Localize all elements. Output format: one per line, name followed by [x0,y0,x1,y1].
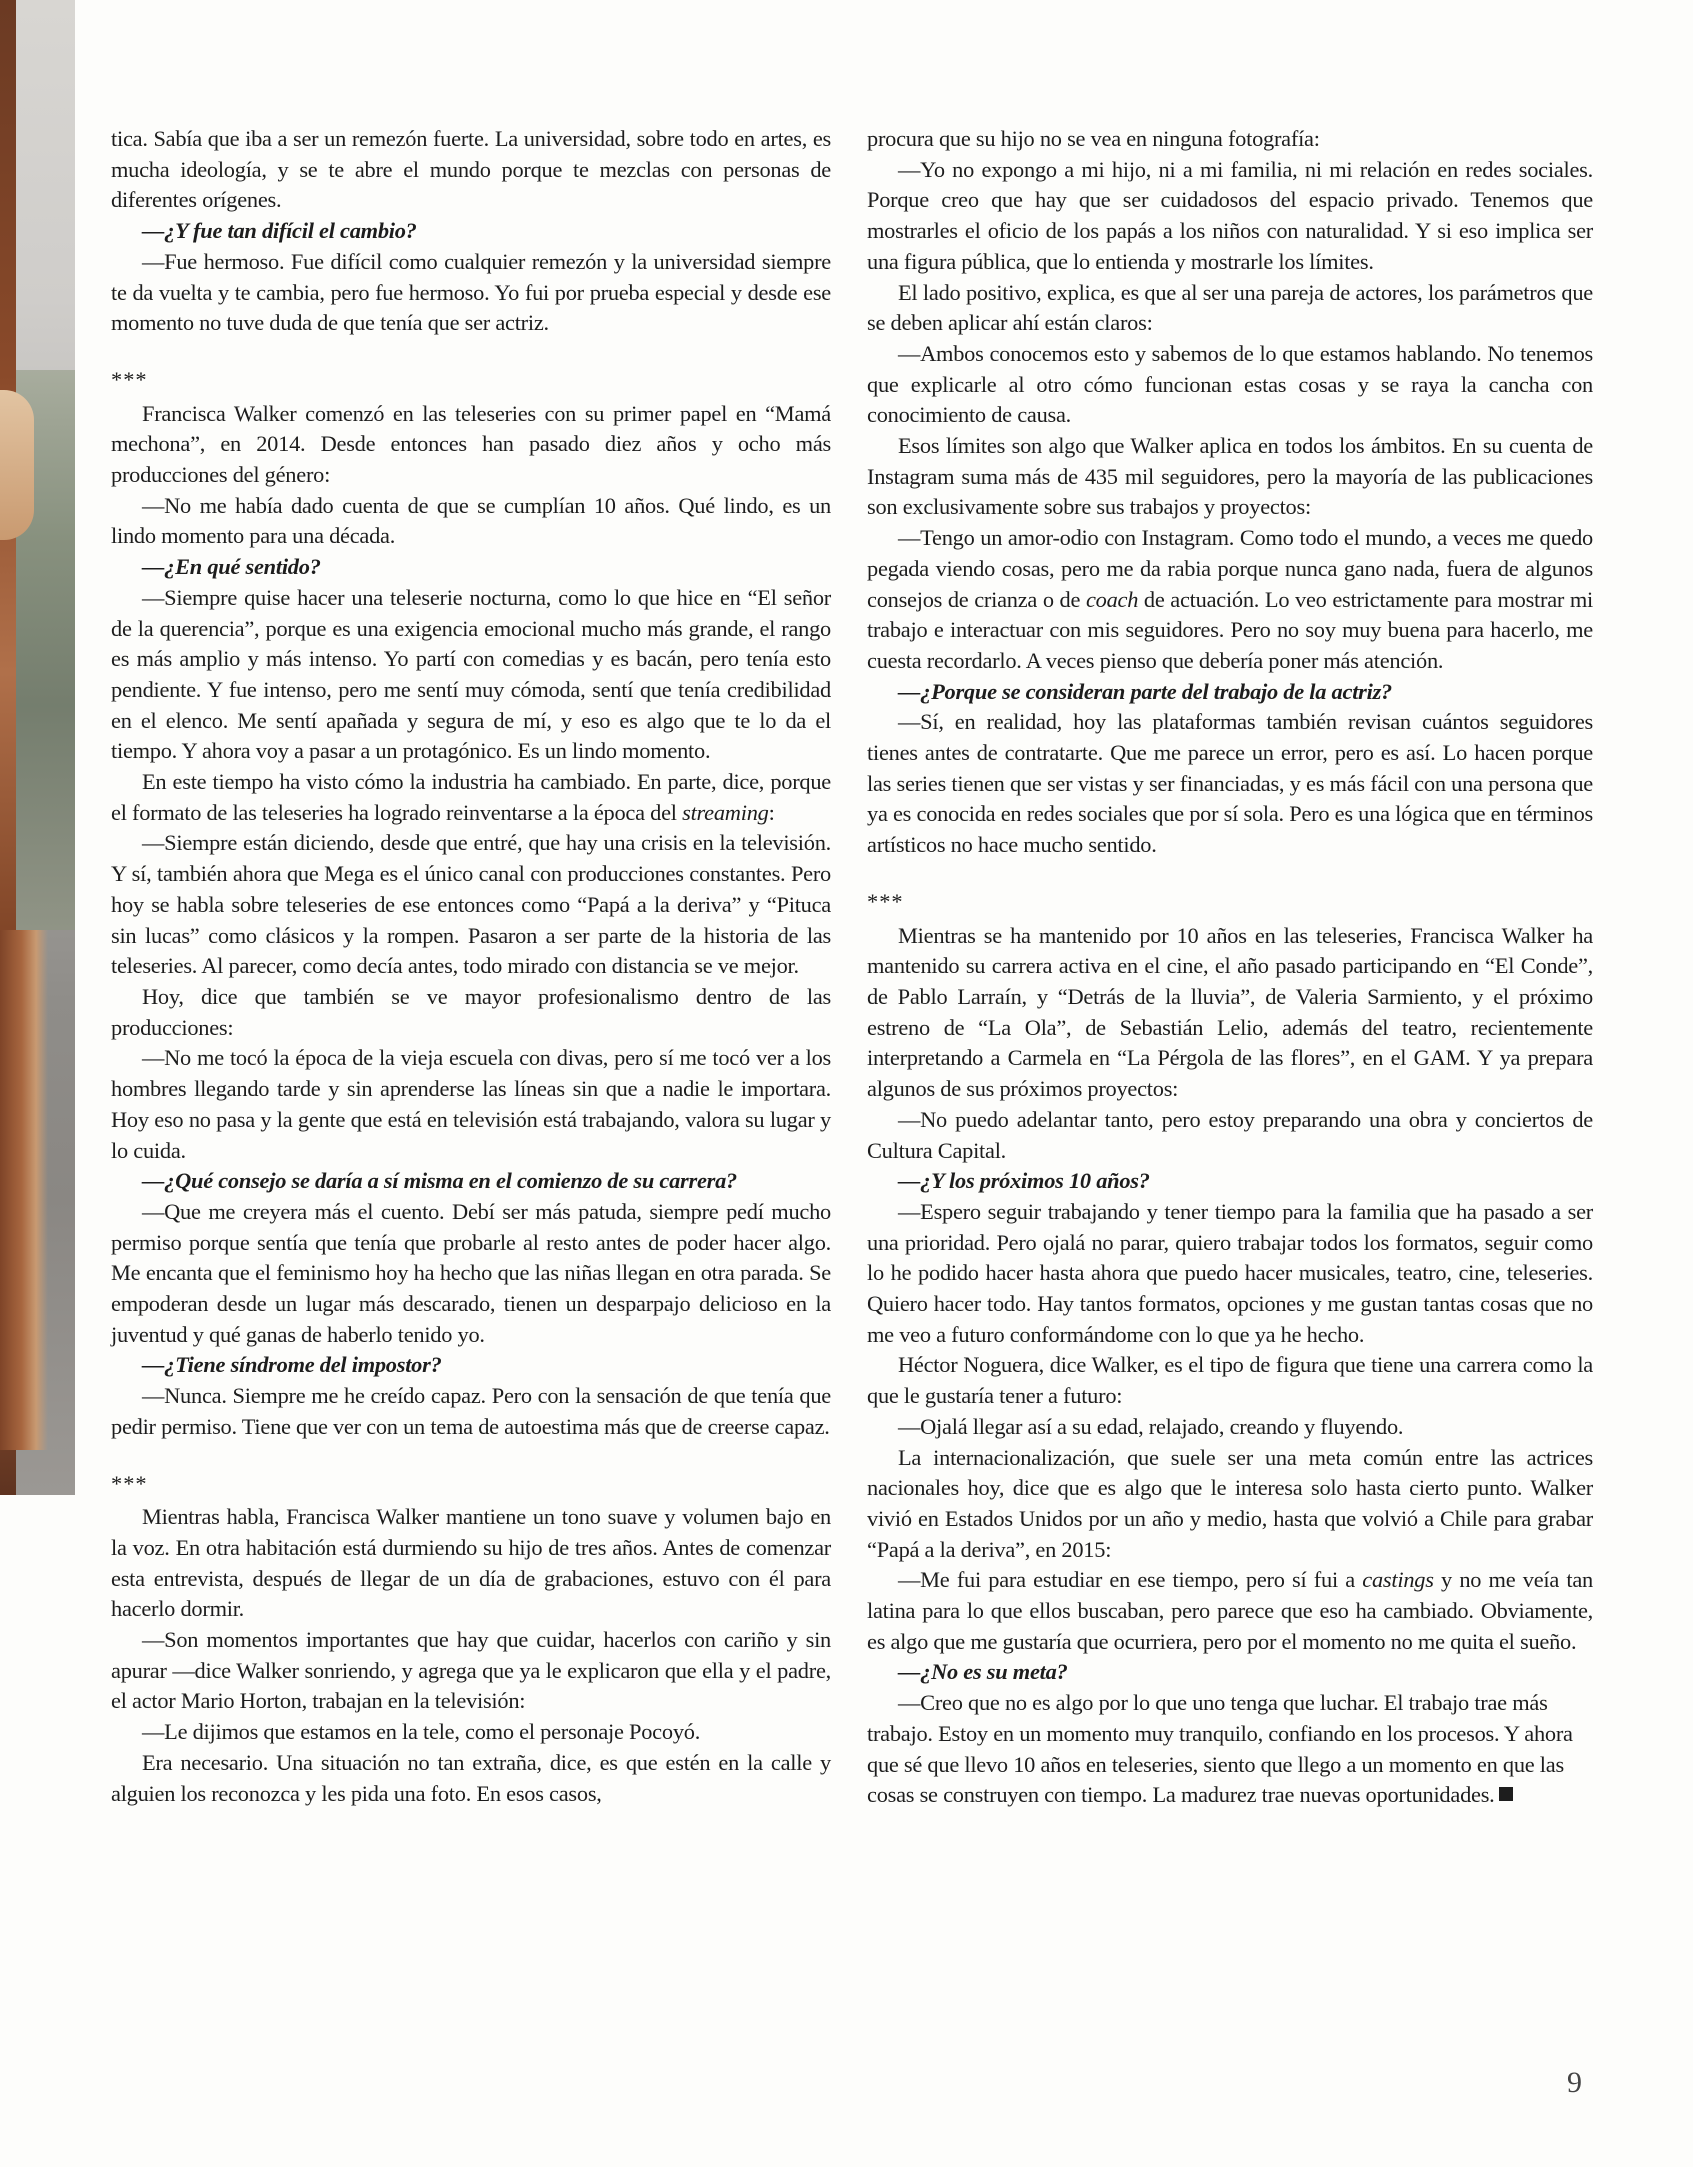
paragraph: El lado positivo, explica, es que al ser una pareja de actores, los parámetros que se deben aplicar ahí están claros: [867,279,1593,336]
paragraph: —Son momentos importantes que hay que cuidar, hacerlos con cariño y sin apurar —dice Walker sonriendo, y agrega que ya le explicaron que ella y el padre, el actor Mario Horton, trabajan en la televisión: [111,1627,831,1714]
text-span: y no me veía tan latina para lo que ellos buscaban, pero parece que eso ha cambiado. Obviamente, es algo que me gustaría que ocurriera, pero por el momento no me quita el sueño. [867,1567,1593,1654]
paragraph: procura que su hijo no se vea en ninguna fotografía: [867,126,1320,151]
paragraph: Esos límites son algo que Walker aplica en todos los ámbitos. En su cuenta de Instagram suma más de 435 mil seguidores, pero la mayoría de las publicaciones son exclusivamente sobre sus trabajos y proyectos: [867,433,1593,520]
paragraph: —Siempre están diciendo, desde que entré, que hay una crisis en la televisión. Y sí, también ahora que Mega es el único canal con producciones constantes. Pero hoy se habla sobre teleseries de ese entonces como “Papá a la deriva” y “Pituca sin lucas” como clásicos y la rompen. Pasaron a ser parte de la historia de las teleseries. Al parecer, como decía antes, todo mirado con distancia se ve mejor. [111,830,831,979]
paragraph: —No me tocó la época de la vieja escuela con divas, pero sí me tocó ver a los hombres llegando tarde y sin aprenderse las líneas sin que a nadie le importara. Hoy eso no pasa y la gente que está en televisión está trabajando, valora su lugar y lo cuida. [111,1045,831,1163]
paragraph: —Le dijimos que estamos en la tele, como el personaje Pocoyó. [142,1719,701,1745]
text-span: de actuación. Lo veo estrictamente para mostrar mi trabajo e interactuar con mis seguidores. Pero no soy muy buena para hacerlo, me cuesta recordarlo. A veces pienso que debería poner más atención. [867,586,1593,673]
interview-question: —¿Y fue tan difícil el cambio? [142,218,417,244]
section-break: *** [111,1470,148,1496]
paragraph: —Yo no expongo a mi hijo, ni a mi familia, ni mi relación en redes sociales. Porque creo que hay que ser cuidadosos del espacio privado. Tenemos que mostrarles el oficio de los papás a los niños con naturalidad. Y si eso implica ser una figura pública, que lo entienda y mostrarle los límites. [867,156,1593,274]
text-span: —Creo que no es algo por lo que uno tenga que luchar. El trabajo trae más trabajo. Estoy en un momento muy tranquilo, confiando en los procesos. Y ahora que sé que llevo 10 años en teleseries, siento que llego a un momento en que las cosas se construyen con tiempo. La madurez trae nuevas oportunidades. [867,1690,1573,1808]
paragraph: Era necesario. Una situación no tan extraña, dice, es que estén en la calle y alguien los reconozca y les pida una foto. En esos casos, [111,1749,831,1806]
paragraph: Héctor Noguera, dice Walker, es el tipo de figura que tiene una carrera como la que le gustaría tener a futuro: [867,1352,1593,1409]
paragraph: —Espero seguir trabajando y tener tiempo para la familia que ha pasado a ser una prioridad. Pero ojalá no parar, quiero trabajar todos los formatos, seguir como lo he podido hacer hasta ahora que puedo hacer musicales, teatro, cine, teleseries. Quiero hacer todo. Hay tantos formatos, opciones y me gustan tantas cosas que no me veo a futuro conformándome con lo que ya he hecho. [867,1198,1593,1347]
paragraph: —No me había dado cuenta de que se cumplían 10 años. Qué lindo, es un lindo momento para una década. [111,492,831,549]
italic-term: coach [1085,586,1139,612]
paragraph: —Ojalá llegar así a su edad, relajado, creando y fluyendo. [898,1413,1404,1439]
paragraph: —Siempre quise hacer una teleserie nocturna, como lo que hice en “El señor de la querencia”, porque es una exigencia emocional mucho más grande, el rango es más amplio y más intenso. Yo partí con comedias y es bacán, pero tenía esto pendiente. Y fue intenso, pero me sentí muy cómoda, sentí que tenía credibilidad en el elenco. Me sentí apañada y segura de mí, y eso es algo que te lo da el tiempo. Y ahora voy a pasar a un protagónico. Es un lindo momento. [111,584,831,764]
page-number: 9 [1567,2066,1582,2099]
paragraph: La internacionalización, que suele ser una meta común entre las actrices nacionales hoy, dice que es algo que le interesa solo hasta cierto punto. Walker vivió en Estados Unidos por un año y medio, hasta que volvió a Chile para grabar “Papá a la deriva”, en 2015: [867,1444,1593,1562]
paragraph: —Nunca. Siempre me he creído capaz. Pero con la sensación de que tenía que pedir permiso. Tiene que ver con un tema de autoestima más que de creerse capaz. [111,1383,831,1439]
interview-question: —¿Y los próximos 10 años? [898,1168,1150,1194]
paragraph [867,523,1593,677]
italic-term: castings [1362,1567,1434,1593]
paragraph: —Fue hermoso. Fue difícil como cualquier remezón y la universidad siempre te da vuelta y te cambia, pero fue hermoso. Yo fui por prueba especial y desde ese momento no tuve duda de que tenía que ser actriz. [111,248,831,336]
paragraph: —Ambos conocemos esto y sabemos de lo que estamos hablando. No tenemos que explicarle al otro cómo funcionan estas cosas y se raya la cancha con conocimiento de causa. [867,340,1593,428]
interview-question: —¿En qué sentido? [142,554,321,580]
paragraph: —No puedo adelantar tanto, pero estoy preparando una obra y conciertos de Cultura Capital. [867,1106,1593,1163]
paragraph: Francisca Walker comenzó en las teleseries con su primer papel en “Mamá mechona”, en 2014. Desde entonces han pasado diez años y ocho más producciones del género: [111,400,831,488]
text-span: —Me fui para estudiar en ese tiempo, pero sí fui a [898,1567,1363,1593]
italic-term: streaming [682,799,769,825]
edge-photo-bark [0,930,48,1450]
edge-photo [0,0,75,1495]
paragraph [867,1688,1593,1811]
interview-question: —¿Porque se consideran parte del trabajo de la actriz? [898,678,1393,704]
section-break: *** [111,366,148,392]
paragraph: —Que me creyera más el cuento. Debí ser más patuda, siempre pedí mucho permiso porque sentía que tenía que probarle al resto antes de poder hacer algo. Me encanta que el feminismo hoy ha hecho que las niñas llegan en otra parada. Se empoderan desde un lugar más descarado, tienen un desparpajo delicioso en la juventud y qué ganas de haberlo tenido yo. [111,1198,831,1347]
section-break: *** [867,888,904,914]
edge-photo-highlight [0,390,34,540]
paragraph: Hoy, dice que también se ve mayor profesionalismo dentro de las producciones: [111,983,831,1040]
paragraph [867,1565,1593,1657]
right-column [867,124,1593,1811]
interview-question: —¿No es su meta? [898,1659,1068,1685]
interview-question: —¿Qué consejo se daría a sí misma en el comienzo de su carrera? [142,1168,738,1194]
paragraph: Mientras se ha mantenido por 10 años en las teleseries, Francisca Walker ha mantenido su carrera activa en el cine, el año pasado participando en “El Conde”, de Pablo Larraín, y “Detrás de la lluvia”, de Valeria Sarmiento, y el próximo estreno de “La Ola”, de Sebastián Lelio, además del teatro, recientemente interpretando a Carmela en “La Pérgola de las flores”, en el GAM. Y ya prepara algunos de sus próximos proyectos: [867,922,1593,1102]
left-column [111,124,831,1809]
text-span: —Tengo un amor-odio con Instagram. Como todo el mundo, a veces me quedo pegada viendo cosas, pero me da rabia porque nunca gano nada, fuera de algunos consejos de crianza o de [867,525,1593,612]
paragraph [111,767,831,828]
interview-question: —¿Tiene síndrome del impostor? [142,1352,442,1378]
paragraph: Mientras habla, Francisca Walker mantiene un tono suave y volumen bajo en la voz. En otra habitación está durmiendo su hijo de tres años. Antes de comenzar esta entrevista, después de llegar de un día de grabaciones, estuvo con él para hacerlo dormir. [111,1504,831,1622]
paragraph: tica. Sabía que iba a ser un remezón fuerte. La universidad, sobre todo en artes, es mucha ideología, y se te abre el mundo porque te mezclas con personas de diferentes orígenes. [111,126,831,213]
text-span: En este tiempo ha visto cómo la industria ha cambiado. En parte, dice, porque el formato de las teleseries ha logrado reinventarse a la época del [111,769,831,825]
paragraph: —Sí, en realidad, hoy las plataformas también revisan cuántos seguidores tienes antes de contratarte. Que me parece un error, pero es así. Lo hacen porque las series tienen que ser vistas y ser financiadas, y es más fácil con una persona que ya es conocida en redes sociales que por sí sola. Pero es una lógica que en términos artísticos no hace mucho sentido. [867,709,1593,858]
end-mark-icon [1499,1787,1513,1801]
text-span: : [768,799,775,825]
